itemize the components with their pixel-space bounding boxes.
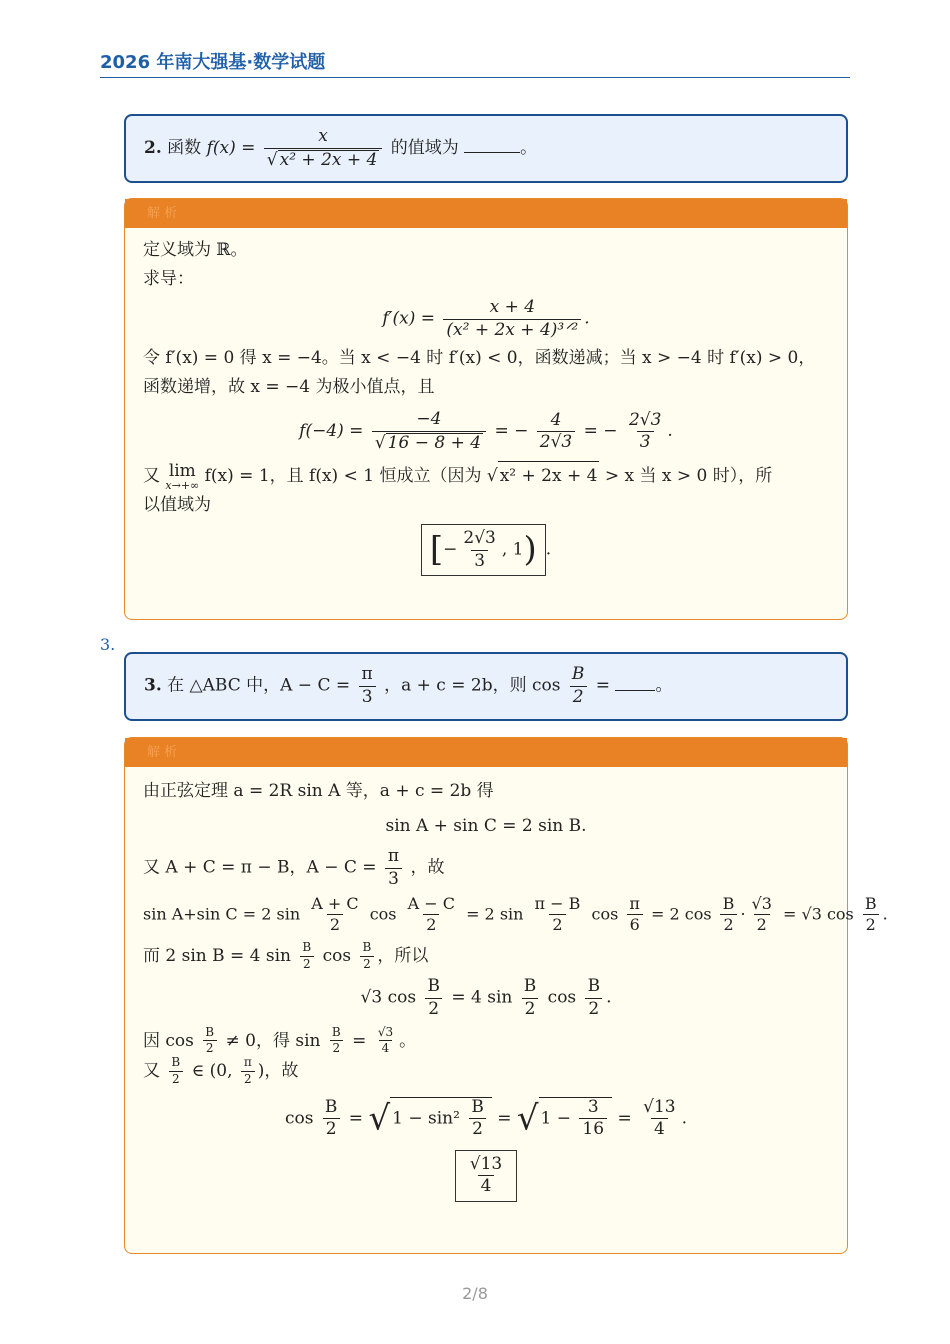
- math-text: cos: [284, 1108, 314, 1129]
- fraction-denominator: 2: [585, 998, 602, 1020]
- fraction-denominator: √ 16 − 8 + 4: [372, 431, 486, 454]
- solution-title-bar: [125, 199, 847, 228]
- fraction: [264, 127, 383, 170]
- solution-line: 由正弦定理 a = 2R sin A 等，a + c = 2b 得: [143, 781, 494, 801]
- fraction: [168, 1056, 183, 1087]
- solution-label: 解 析: [147, 745, 178, 760]
- fraction: [443, 298, 581, 340]
- fraction-numerator: B: [331, 1024, 341, 1039]
- fraction-numerator: B: [324, 1096, 338, 1117]
- fraction: [579, 1098, 607, 1140]
- fraction: [372, 410, 486, 453]
- solution-text: ，所以: [377, 945, 429, 966]
- sqrt-radicand: [390, 1097, 492, 1140]
- punctuation: .: [584, 308, 590, 329]
- fraction-numerator: 4: [550, 409, 562, 430]
- fraction: [720, 895, 738, 935]
- fraction-numerator: π − B: [534, 894, 581, 914]
- fraction-numerator: √13: [469, 1153, 503, 1174]
- fraction-numerator: B: [571, 664, 585, 685]
- fraction-numerator: 3: [587, 1096, 599, 1117]
- fraction-denominator: 2: [570, 686, 587, 708]
- math-text: 1 − sin²: [392, 1108, 466, 1129]
- math-text: cos: [369, 904, 397, 924]
- fraction-denominator: 4: [478, 1175, 495, 1197]
- fraction-denominator: 2: [203, 1040, 217, 1056]
- limit-subscript: x→+∞: [165, 478, 200, 492]
- fraction-numerator: B: [205, 1024, 215, 1039]
- fraction-numerator: B: [523, 976, 537, 997]
- fraction-numerator: π: [361, 664, 373, 685]
- solution-3-body: [125, 767, 888, 1202]
- fraction-numerator: B: [587, 976, 601, 997]
- fraction-numerator: √3: [751, 894, 772, 914]
- fraction-denominator: 2: [549, 914, 565, 934]
- math-text: = 2 sin: [466, 904, 524, 924]
- fraction-denominator: 3: [637, 431, 654, 453]
- fraction-numerator: B: [471, 1096, 484, 1117]
- fraction: [322, 1098, 341, 1140]
- math-text: = −: [494, 421, 529, 442]
- solution-text: )，故: [257, 1060, 299, 1081]
- fraction-denominator: 6: [627, 914, 643, 934]
- fraction: [360, 941, 375, 972]
- sqrt-sign: √: [516, 1098, 539, 1139]
- math-text: , 1: [501, 539, 524, 560]
- solution-text: cos: [322, 945, 352, 966]
- solution-3-box: [124, 737, 888, 1254]
- punctuation: .: [545, 539, 552, 560]
- fraction-denominator: 2√3: [537, 431, 575, 453]
- boxed-answer: [455, 1150, 517, 1202]
- fraction: [424, 977, 443, 1019]
- fraction: [468, 1098, 487, 1140]
- answer-blank: [615, 676, 655, 691]
- fraction: [862, 895, 880, 935]
- section-number: 3.: [100, 635, 116, 654]
- fraction-denominator: 2: [327, 914, 343, 934]
- punctuation: 。: [655, 676, 673, 696]
- fraction: [467, 1155, 505, 1197]
- half-angle-equation: [143, 977, 829, 1019]
- problem-2-box: [124, 114, 848, 183]
- fraction: [532, 895, 584, 935]
- math-text: f(x) =: [206, 138, 256, 158]
- fraction-numerator: B: [302, 939, 312, 954]
- fraction-numerator: √13: [643, 1096, 676, 1117]
- math-text: =: [617, 1108, 632, 1129]
- math-text: =: [348, 1108, 364, 1129]
- fraction-denominator: 2: [522, 998, 539, 1020]
- punctuation: 。: [399, 1030, 417, 1051]
- math-text: 1 −: [540, 1108, 577, 1129]
- solution-line: 定义域为 ℝ。: [143, 240, 248, 260]
- math-text: cos: [547, 988, 577, 1009]
- math-text: √3 cos: [360, 988, 417, 1009]
- fraction-denominator: 3: [385, 868, 402, 890]
- math-text: cos: [591, 904, 619, 924]
- punctuation: .: [681, 1108, 687, 1129]
- fraction-denominator: 3: [471, 550, 488, 572]
- fraction: [626, 411, 664, 453]
- solution-text: ≠ 0，得 sin: [225, 1030, 321, 1051]
- fraction-numerator: x: [318, 125, 328, 146]
- fraction: [241, 1056, 255, 1087]
- solution-2-body: [125, 228, 847, 576]
- fraction-denominator: 2: [360, 956, 374, 972]
- fraction-numerator: B: [427, 976, 440, 997]
- problem-number: 3.: [144, 676, 162, 696]
- final-cos-equation: [143, 1097, 829, 1140]
- fraction-denominator: 2: [330, 1040, 344, 1056]
- fraction: [385, 847, 402, 889]
- limit-word: lim: [168, 460, 196, 481]
- left-bracket: [: [429, 529, 444, 570]
- right-paren: ): [523, 529, 537, 570]
- solution-line: [143, 1026, 829, 1057]
- problem-number: 2.: [144, 138, 162, 158]
- punctuation: .: [606, 988, 612, 1009]
- problem-text: ，a + c = 2b，则 cos: [384, 676, 561, 696]
- fraction: [299, 941, 314, 972]
- fraction: [749, 895, 775, 935]
- fraction: [521, 977, 540, 1019]
- fraction-numerator: −4: [416, 409, 442, 430]
- fraction: [585, 977, 604, 1019]
- sqrt-sign: √: [368, 1098, 391, 1139]
- fraction-numerator: A − C: [407, 894, 455, 914]
- fraction-numerator: A + C: [311, 894, 359, 914]
- solution-text: 又: [143, 466, 160, 487]
- solution-line: [143, 847, 829, 889]
- answer-blank: [464, 138, 520, 153]
- fraction-numerator: B: [362, 939, 372, 954]
- fraction-denominator: 2: [300, 956, 314, 972]
- fraction: [202, 1026, 217, 1057]
- solution-text: 又 A + C = π − B，A − C =: [143, 857, 377, 878]
- sqrt-radicand: 16 − 8 + 4: [387, 432, 482, 453]
- fraction-denominator: 3: [359, 686, 376, 708]
- solution-text: f(x) = 1，且 f(x) < 1 恒成立（因为: [204, 466, 482, 487]
- solution-line: 又 lim x→+∞ f(x) = 1，且 f(x) < 1 恒成立（因为 √ x² + 2x + 4 > x 当 x > 0 时），所: [143, 460, 773, 492]
- fraction-numerator: B: [171, 1055, 181, 1070]
- solution-title-bar: [125, 738, 847, 767]
- derivative-equation: [143, 298, 829, 340]
- fraction: [329, 1026, 344, 1057]
- fraction-denominator: √ x² + 2x + 4: [264, 148, 383, 171]
- fraction-denominator: 2: [323, 1118, 340, 1140]
- problem-text: 函数: [167, 138, 202, 158]
- fraction-numerator: x + 4: [489, 297, 536, 317]
- fraction: [375, 1026, 396, 1057]
- math-text: = 2 cos: [651, 904, 712, 924]
- page-header: [100, 50, 850, 78]
- fraction-denominator: 2: [469, 1118, 486, 1140]
- solution-line: [143, 941, 829, 972]
- fraction-numerator: B: [864, 894, 877, 914]
- answer-line: [143, 524, 829, 576]
- solution-text: ∈ (0,: [191, 1060, 233, 1081]
- fraction-denominator: (x² + 2x + 4)³ᐟ²: [443, 319, 581, 341]
- solution-label: 解 析: [147, 206, 178, 221]
- solution-text: 因 cos: [143, 1030, 194, 1051]
- fraction: [569, 665, 588, 707]
- fraction-denominator: 2: [241, 1071, 255, 1087]
- fraction: [640, 1098, 678, 1140]
- math-text: f′(x) =: [382, 308, 435, 329]
- fraction-numerator: π: [629, 894, 640, 914]
- boxed-answer: [421, 524, 546, 576]
- solution-text: > x 当 x > 0 时），所: [604, 466, 773, 487]
- solution-text: ，故: [410, 857, 445, 878]
- math-text: = −: [583, 421, 618, 442]
- limit-operator: [165, 460, 200, 492]
- math-text: −: [443, 539, 458, 560]
- solution-2-box: [124, 198, 848, 620]
- solution-line: 令 f′(x) = 0 得 x = −4。当 x < −4 时 f′(x) < 0，函数递减；当 x > −4 时 f′(x) > 0，: [143, 348, 816, 369]
- fraction: [460, 529, 498, 571]
- solution-line: [143, 1056, 829, 1087]
- fraction-numerator: 2√3: [628, 409, 662, 430]
- fraction: [308, 895, 361, 935]
- problem-3-box: [124, 652, 848, 721]
- fraction: [537, 411, 575, 453]
- fraction: [405, 895, 458, 935]
- solution-line: 函数递增，故 x = −4 为极小值点，且: [143, 377, 435, 398]
- math-text: =: [497, 1108, 512, 1129]
- sum-to-product-equation: sin A+sin C = 2 sin $\frac{A + C}{2}$ cos $\frac{A - C}{2}$ = 2 sin $\frac{\pi - B}{2}$ cos $\frac{\pi}{6}$ = 2 cos $\frac{B}{2}$ · $\frac{√3}{2}$ = √3 cos $\frac{B}{2}$ .: [143, 894, 888, 935]
- fraction-denominator: 2: [720, 914, 736, 934]
- fraction-denominator: 2: [423, 914, 439, 934]
- fraction-numerator: B: [722, 894, 735, 914]
- sine-sum-equation: sin A + sin C = 2 sin B.: [385, 816, 587, 836]
- problem-3-statement: [144, 665, 672, 707]
- problem-2-statement: [144, 127, 537, 170]
- fraction-numerator: 2√3: [463, 528, 496, 549]
- sqrt-radicand: x² + 2x + 4: [498, 461, 600, 491]
- fraction-denominator: 4: [379, 1040, 393, 1056]
- solution-text: =: [352, 1030, 367, 1051]
- fraction-denominator: 2: [754, 914, 770, 934]
- fraction: [626, 895, 643, 935]
- fraction-denominator: 2: [425, 998, 442, 1020]
- minimum-value-equation: [143, 410, 829, 453]
- math-text: sin A+sin C = 2 sin: [143, 904, 301, 924]
- answer-line: [143, 1150, 829, 1202]
- punctuation: 。: [520, 138, 538, 158]
- problem-text: 的值域为: [390, 138, 459, 158]
- punctuation: .: [667, 421, 673, 442]
- solution-line: 求导：: [143, 269, 194, 289]
- sqrt-radicand: x² + 2x + 4: [279, 149, 378, 170]
- fraction-numerator: π: [243, 1055, 252, 1070]
- fraction-denominator: 2: [169, 1071, 183, 1087]
- fraction-numerator: π: [387, 846, 400, 866]
- fraction-denominator: 4: [651, 1118, 668, 1140]
- math-text: = √3 cos: [783, 904, 854, 924]
- problem-text: =: [595, 676, 611, 696]
- sqrt-radicand: [539, 1097, 613, 1140]
- fraction: [359, 665, 376, 707]
- fraction-numerator: √3: [377, 1024, 394, 1039]
- math-text: = 4 sin: [451, 988, 513, 1009]
- page-title: 2026 年南大强基·数学试题: [100, 52, 326, 73]
- solution-line: 以值域为: [143, 495, 211, 516]
- problem-text: 在 △ABC 中，A − C =: [167, 676, 351, 696]
- fraction-denominator: 2: [863, 914, 879, 934]
- fraction-denominator: 16: [579, 1118, 607, 1140]
- page-number: 2/8: [462, 1284, 488, 1303]
- math-text: f(−4) =: [299, 421, 364, 442]
- punctuation: .: [882, 904, 888, 924]
- solution-text: 又: [143, 1060, 160, 1081]
- solution-text: 而 2 sin B = 4 sin: [143, 945, 292, 966]
